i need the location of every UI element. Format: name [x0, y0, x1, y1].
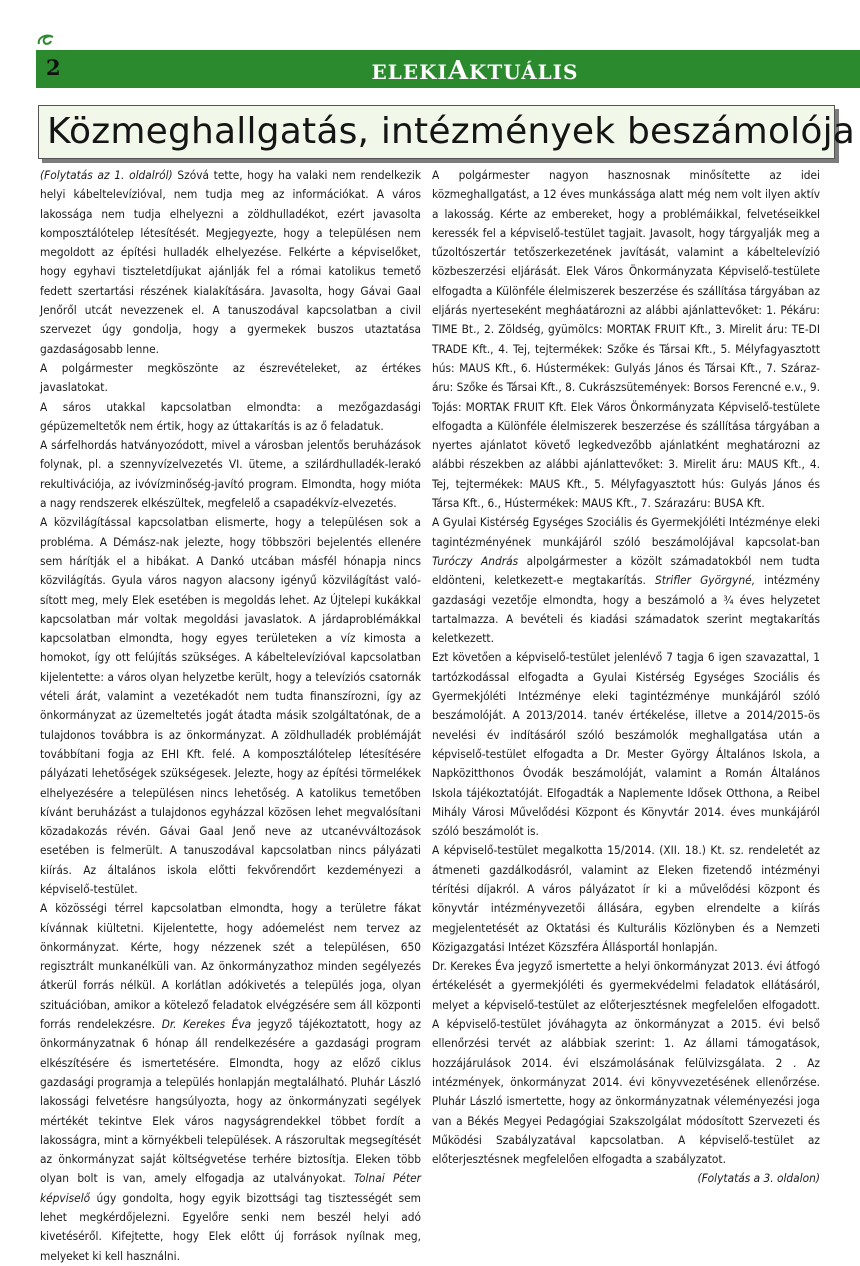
right-column: [432, 166, 820, 1189]
name-kerekes: Dr. Kerekes Éva: [161, 1017, 252, 1032]
name-turoczy: Turóczy András: [432, 553, 519, 568]
paragraph: A sárfelhordás hatványozódott, mivel a városban jelentős beruházások folynak, pl. a szennyvízelvezetés VI. üteme, a szilárdhulladék-lerakó rekultivációja, az ivóvízminőség-javító program. Elmondta, hogy mióta a nagy rendszerek elkészültek, megfelelő a csapadékvíz-elvezetés.: [40, 438, 421, 511]
continued-from-note: (Folytatás az 1. oldalról): [40, 168, 173, 182]
masthead-prefix: ELEKI: [371, 60, 448, 84]
masthead-swirl-icon: [36, 32, 58, 48]
paragraph: A Gyulai Kistérség Egységes Szociális és Gyermekjóléti Intézménye eleki tagintézményének munkájáról szóló beszámolójával kapcsolat-ban Turóczy András alpolgármester a közölt számadatokból nem tudta eldönteni, keletkezett-e megtakarítás. Strifler Györgyné, intézmény gazdasági vezetője elmondta, hogy a beszámoló a ¾ éves helyzetet tartalmazza. A bevételi és kiadási számadatok szerint megtakarítás keletkezett.: [432, 515, 820, 646]
paragraph: A közvilágítással kapcsolatban elismerte, hogy a településen sok a probléma. A Démász-nak jelezte, hogy többszöri bejelentés ellenére sem hárítják el a hibákat. A Dankó utcában másfél hónapja nincs közvilágítás. Gyula város nagyon alacsony igényű közvilágítást való-sított meg, mely Elek esetében is megoldás lehet. Az Újtelepi kukákkal kapcsolatban már voltak megoldási javaslatok. A járdaproblémákkal kapcsolatban elmondta, hogy egyes területeken a víz kimosta a homokot, így ott felújítás szükséges. A kábeltelevízióval kapcsolatban kijelentette: a város olyan helyzetbe került, hogy a televíziós csatornák vételi árát, valamint a vezetékadót nem tudta finanszírozni, így az önkormányzat az üzemeltetés jogát átadta másik szolgáltatónak, de a tulajdonos továbbra is az önkormányzat. A zöldhulladék problémáját továbbítani fogja az EHI Kft. felé. A komposztálótelep létesítésére pályázati lehetőségek szükségesek. Jelezte, hogy az építési törmelékek elhelyezésére a településen nincs lehetőség. A katolikus temetőben kívánt beruházást a tulajdonos egyházzal közösen lehet megvalósítani közadakozás révén. Gávai Gaal Jenő neve az utcanévváltozások esetében is felmerült. A tanuszodával kapcsolatban nincs pályázati kiírás. Az általános iskola előtti fekvőrendőrt kezdeményezi a képviselő-testület.: [40, 515, 421, 896]
paragraph: Dr. Kerekes Éva jegyző ismertette a helyi önkormányzat 2013. évi átfogó értékelését a gyermekjóléti és gyermekvédelmi feladatok ellátásáról, melyet a képviselő-testület az előterjesztésnek megfelelően elfogadott. A képviselő-testület jóváhagyta az önkormányzat a 2015. évi belső ellenőrzési tervét az alábbiak szerint: 1. Az állami támogatások, hozzájárulások 2014. évi elszámolásának felülvizsgálata. 2 . Az intézmények, önkormányzat 2014. évi könyvvezetésének ellenőrzése. Pluhár László ismertette, hogy az önkormányzatnak véleményezési joga van a Békés Megyei Pedagógiai Szakszolgálat módosított Szervezeti és Működési Szabályzatával kapcsolatban. A képviselő-testület az előterjesztésnek megfelelően elfogadta a szabályzatot.: [432, 959, 820, 1167]
continued-on-note: (Folytatás a 3. oldalon): [697, 1171, 820, 1186]
article-title: Közmeghallgatás, intézmények beszámolója: [47, 111, 856, 152]
paragraph: A közösségi térrel kapcsolatban elmondta, hogy a területre fákat kívánnak kiültetni. Kijelentette, hogy adóemelést nem tervez az önkormányzat. Kérte, hogy nézzenek szét a településen, 650 regisztrált munkanélküli van. Az önkormányzathoz minden segélyezés átkerül forrás nélkül. A korlátlan adókivetés a település joga, olyan szituációban, amikor a kötelező feladatok elvégzésére sem áll központi forrás rendelekzésre. Dr. Kerekes Éva jegyző tájékoztatott, hogy az önkormányzatnak 6 hónap áll rendelkezésére a gazdasági program elkészítésére és ismertetésére. Elmondta, hogy az előző ciklus gazdasági programja a település honlapján megtalálható. Pluhár László lakossági felvetésre hangsúlyozta, hogy az önkormányzati segélyek mértékét tekintve Elek város nagyságrendekkel többet fordít a lakosságra, mint a környékbeli települések. A rászorultak megsegítését az önkormányzat saját költségvetése terhére biztosítja. Eleken több olyan bolt is van, amely elfogadja az utalványokat. Tolnai Péter képviselő úgy gondolta, hogy egyik bizottsági tag tisztességét sem lehet megkérdőjelezni. Egyelőre senki nem beszél helyi adó kivetéséről. Kifejtette, hogy Elek előtt új források nyílnak meg, melyeket ki kell használni.: [40, 901, 422, 1263]
name-tolnai: Tolnai Péter képviselő: [40, 1171, 421, 1205]
paragraph: A képviselő-testület megalkotta 15/2014. (XII. 18.) Kt. sz. rendeletét az átmeneti gazdálkodásról, valamint az Eleken fizetendő intézményi térítési díjakról. A város pályázatot ír ki a művelődési központ és könyvtár intézményvezetői állására, egyben elrendelte a kiírás megjelentetését az Oktatási és Kulturális Közlönyben és a Nemzeti Közigazgatási Intézet Közszféra Állásportál honlapján.: [432, 843, 820, 954]
page-number: 2: [46, 55, 61, 80]
paragraph: A polgármester megköszönte az észrevételeket, az értékes javaslatokat.: [40, 360, 421, 395]
paragraph: Ezt követően a képviselő-testület jelenlévő 7 tagja 6 igen szavazattal, 1 tartózkodással elfogadta a Gyulai Kistérség Egységes Szociális és Gyermekjóléti Intézménye eleki tagintézménye munkájáról szóló beszámolóját. A 2013/2014. tanév értékelése, illetve a 2014/2015-ös nevelési év indításáról szóló beszámolók meghallgatása után a képviselő-testület elfogadta a Dr. Mester György Általános Iskola, a Napközitthonos Óvodák beszámolóját, valamint a Román Általános Iskola tájékoztatóját. Elfogadták a Naplemente Idősek Otthona, a Reibel Mihály Városi Művelődési Központ és Könyvtár 2014. éves munkájáról szóló beszámolót is.: [432, 650, 820, 839]
paragraph: A sáros utakkal kapcsolatban elmondta: a mezőgazdasági gépüzemeltetők nem értik, hogy az úttakarítás is az ő feladatuk.: [40, 399, 421, 433]
left-column: [40, 166, 421, 1266]
paragraph: (Folytatás az 1. oldalról) Szóvá tette, hogy ha valaki nem rendelkezik helyi kábeltelevízióval, nem tudja meg az információkat. A város lakossága nem tudja elhelyezni a zöldhulladékot, ezért javasolta komposztálótelep létesítését. Megjegyezte, hogy a településen nem megoldott az építési hulladék elhelyezése. Felkérte a képviselőket, hogy egyhavi tiszteletdíjukat ajánlják fel a római katolikus temető fedett szertartási részének kialakítására. Javasolta, hogy Gávai Gaal Jenőről utcát nevezzenek el. A tanuszodával kapcsolatban a civil szervezet úgy gondolja, hogy a gyermekek buszos utaztatása gazdaságosabb lenne.: [40, 168, 421, 356]
paragraph: A polgármester nagyon hasznosnak minősítette az idei közmeghallgatást, a 12 éves munkássága alatt még nem volt ilyen aktív a lakosság. Kérte az embereket, hogy a problémáikkal, felvetéseikkel keressék fel a képviselő-testület tagjait. Javasolt, hogy tárgyalják meg a tűzoltószertár tetőszerkezetének javítását, valamint a kábeltelevízió közbeszerzési eljárását. Elek Város Önkormányzata Képviselő-testülete elfogadta a Különféle élelmiszerek beszerzése és szállítása tárgyában az eljárás nyerteseként megháatározni az alábbi ajánlattevőket: 1. Pékáru: TIME Bt., 2. Zöldség, gyümölcs: MORTAK FRUIT Kft., 3. Mirelit áru: TE-DI TRADE Kft., 4. Tej, tejtermékek: Szőke és Társai Kft., 5. Mélyfagyasztott hús: MAUS Kft., 6. Hústermékek: Gulyás János és Társai Kft., 7. Száraz-áru: Szőke és Társai Kft., 8. Cukrászsütemények: Borsos Ferencné e.v., 9. Tojás: MORTAK FRUIT Kft. Elek Város Önkormányzata Képviselő-testülete elfogadta a Különféle élelmiszerek beszerzése és szállítása tárgyában a nyertes ajánlatot követő legkedvezőbb ajánlatként meghatározni az alábbi részekben az alábbi ajánlattevőket: 3. Mirelit áru: MAUS Kft., 4. Tej, tejtermékek: MAUS Kft., 5. Mélyfagyasztott hús: Gulyás János és Társa Kft., 6., Hústermékek: MAUS Kft., 7. Szárazáru: BUSA Kft.: [432, 168, 820, 511]
article-title-box: [38, 105, 856, 159]
masthead-rest: KTUÁLIS: [469, 60, 579, 84]
masthead-initial: A: [447, 56, 469, 86]
masthead: [300, 56, 650, 86]
name-strifler: Strifler Györgyné,: [655, 573, 756, 588]
